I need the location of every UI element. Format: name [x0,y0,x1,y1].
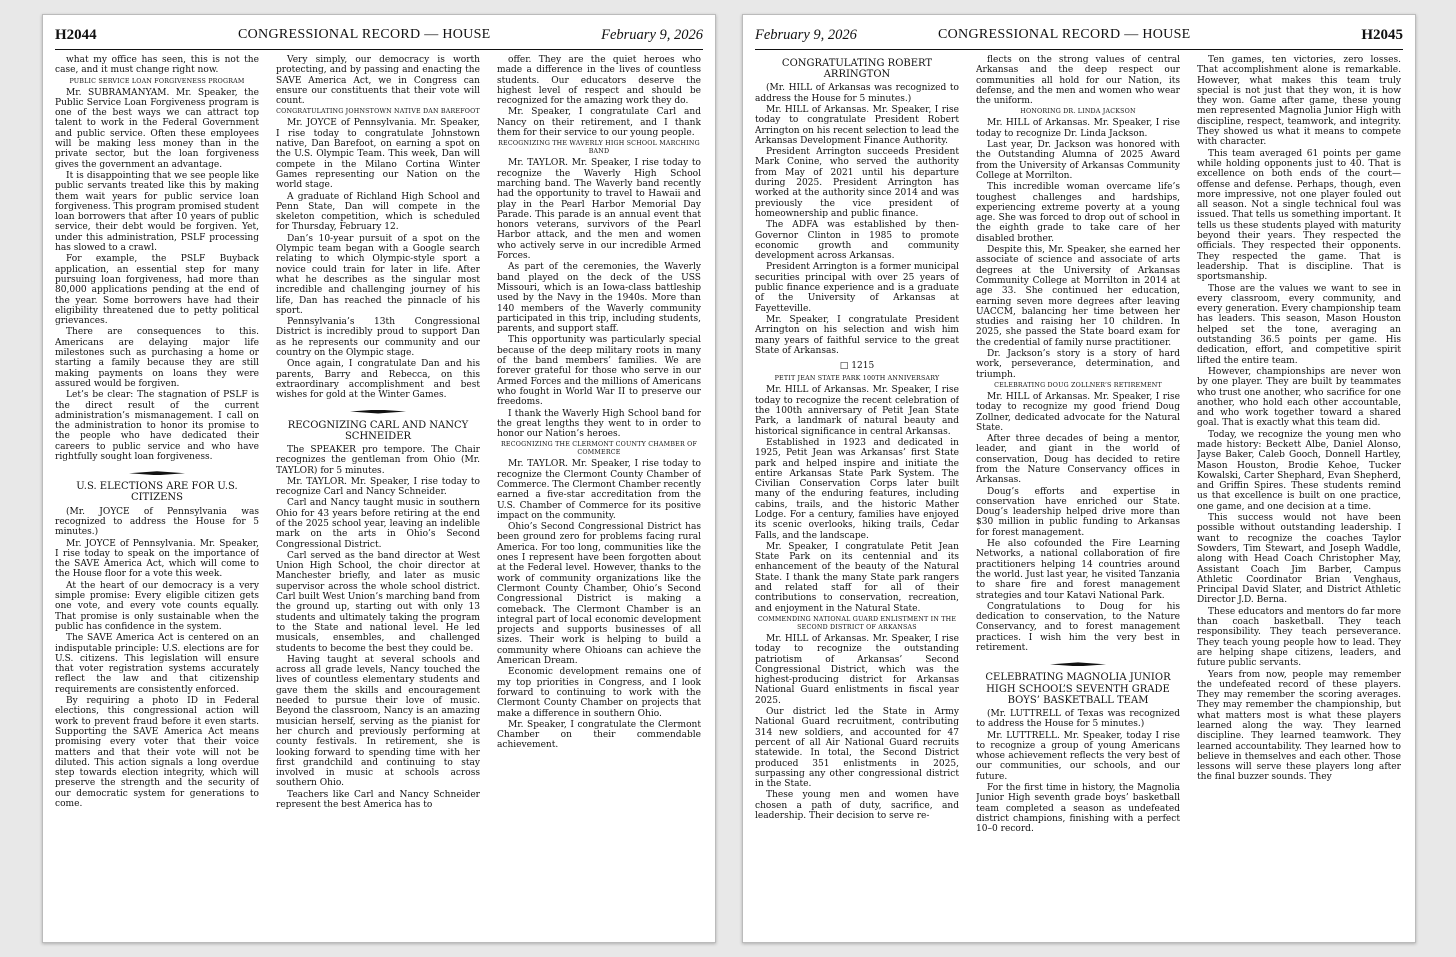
paragraph: For example, the PSLF Buyback application, an essential step for many pursuing loan forgiveness, had more than 80,000 applications pending at the end of the year. Some borrowers have had their eligibility threatened due to petty political grievances. [55,254,259,327]
paragraph: Despite this, Mr. Speaker, she earned her associate of science and associate of arts degrees at the University of Arkansas Community College at Morrilton in 2014 at age 33. She continued her education, earning seven more degrees after leaving UACCM, balancing her time between her studies and raising her 10 children. In 2025, she passed the State board exam for the credential of family nurse practitioner. [976,245,1180,348]
paragraph: Mr. Speaker, I congratulate Carl and Nancy on their retirement, and I thank them for their service to our young people. [497,107,701,139]
section-heading: RECOGNIZING THE WAVERLY HIGH SCHOOL MARCHING BAND [498,140,700,156]
speech-title: CONGRATULATING ROBERT ARRINGTON [781,58,933,81]
text-column-3 [497,55,701,937]
paragraph: This team averaged 61 points per game while holding opponents just to 40. That is excellence on both ends of the court—offense and defense. Perhaps, though, even more impressive, not one player fouled out all season. Not a single technical foul was issued. That tells us something important. It tells us these students played with maturity beyond their years. They respected the officials. They respected their opponents. They respected the game. That is leadership. That is discipline. That is sportsmanship. [1197,148,1401,283]
paragraph: After three decades of being a mentor, leader, and giant in the world of conservation, Doug has decided to retire from the Nature Conservancy offices in Arkansas. [976,434,1180,486]
speech-title: U.S. ELECTIONS ARE FOR U.S. CITIZENS [76,481,238,504]
paragraph: Dr. Jackson’s story is a story of hard work, perseverance, determination, and triumph. [976,349,1180,380]
paragraph: The SPEAKER pro tempore. The Chair recognizes the gentleman from Ohio (Mr. TAYLOR) for 5 minutes. [276,444,480,476]
section-heading: RECOGNIZING THE CLERMONT COUNTY CHAMBER OF COMMERCE [500,441,698,457]
paragraph: Economic development remains one of my top priorities in Congress, and I look forward to continuing to work with the Clermont County Chamber on projects that make a difference in southern Ohio. [497,667,701,719]
paragraph: Doug’s efforts and expertise in conservation have enriched our State. Doug’s leadership helped drive more than $30 million in public funding to Arkansas for forest management. [976,486,1180,538]
section-heading: PUBLIC SERVICE LOAN FORGIVENESS PROGRAM [69,77,245,85]
record-title: CONGRESSIONAL RECORD — HOUSE [938,27,1191,42]
paragraph: Years from now, people may remember the undefeated record of these players. They may remember the scoring averages. They may remember the championship, but what matters most is what these players learned along the way. They learned discipline. They learned teamwork. They learned accountability. They learned how to believe in themselves and each other. Those lessons will serve these players long after the final buzzer sounds. They [1197,669,1401,783]
paragraph: The SAVE America Act is centered on an indisputable principle: U.S. elections are for U.S. citizens. This legislation will ensure that voter registration systems accurately reflect the law and that citizenship requirements are consistently enforced. [55,633,259,695]
paragraph: Mr. TAYLOR. Mr. Speaker, I rise today to recognize the Waverly High School marching band. The Waverly band recently had the opportunity to travel to Hawaii and play in the Pearl Harbor Memorial Day Parade. This parade is an annual event that honors veterans, survivors of the Pearl Harbor attack, and the men and women who actively serve in our incredible Armed Forces. [497,158,701,262]
paragraph: President Arrington succeeds President Mark Conine, who served the authority from May of 2021 until his departure during 2025. President Arrington has worked at the authority since 2014 and was previously the vice president of homeownership and public finance. [755,147,959,219]
paragraph: A graduate of Richland High School and Penn State, Dan will compete in the skeleton competition, which is scheduled for Thursday, February 12. [276,191,480,233]
section-divider [350,410,406,414]
paragraph: Mr. HILL of Arkansas. Mr. Speaker, I rise today to recognize Dr. Linda Jackson. [976,118,1180,139]
paragraph: Mr. SUBRAMANYAM. Mr. Speaker, the Public Service Loan Forgiveness program is one of the best ways we can attract top talent to work in the Federal Government and public service. Often these employees will be making less money than in the private sector, but the loan forgiveness gives the government an advantage. [55,87,259,170]
paragraph: By requiring a photo ID in Federal elections, this congressional action will work to prevent fraud before it even starts. Supporting the SAVE America Act means promising every voter that their voice matters and that their vote will not be diluted. This action signals a long overdue step towards election integrity, which will preserve the strength and the security of our democratic system for generations to come. [55,696,259,809]
paragraph: Ten games, ten victories, zero losses. That accomplishment alone is remarkable. However, what makes this team truly special is not just that they won, it is how they won. Game after game, these young men represented Magnolia Junior High with discipline, respect, teamwork, and integrity. They showed us what it means to compete with character. [1197,55,1401,148]
paragraph: Mr. Speaker, I congratulate Petit Jean State Park on its centennial and its enhancement of the beauty of the Natural State. I thank the many State park rangers and related staff for all of their contributions to conservation, recreation, and enjoyment in the Natural State. [755,541,959,614]
paragraph: He also cofounded the Fire Learning Networks, a national collaboration of fire practitioners helping 14 countries around the world. Just last year, he visited Tanzania to share fire and forest management strategies and tour Katavi National Park. [976,539,1180,601]
paragraph: There are consequences to this. Americans are delaying major life milestones such as purchasing a home or starting a family because they are still making payments on loans they were assured would be forgiven. [55,327,259,389]
speech-title: RECOGNIZING CARL AND NANCY SCHNEIDER [287,419,469,442]
speech-title: CELEBRATING MAGNOLIA JUNIOR HIGH SCHOOL’S SEVENTH GRADE BOYS’ BASKETBALL TEAM [985,672,1171,706]
section-heading: PETIT JEAN STATE PARK 100TH ANNIVERSARY [774,375,940,383]
section-heading: CONGRATULATING JOHNSTOWN NATIVE DAN BAREFOOT [276,108,480,116]
paragraph: Very simply, our democracy is worth protecting, and by passing and enacting the SAVE America Act, we in Congress can ensure our constituents that their vote will count. [276,55,480,107]
paragraph: This opportunity was particularly special because of the deep military roots in many of the band members’ families. We are forever grateful for those who serve in our Armed Forces and the millions of Americans who fought in World War II to preserve our freedoms. [497,335,701,408]
paragraph: Today, we recognize the young men who made history: Beckett Albe, Daniel Alonso, Jayse Baker, Caleb Gooch, Donnell Hartley, Mason Houston, Brodie Kehoe, Tucker Kowalski, Carter Shephard, Evan Shepherd, and Griffin Spires. These students remind us that excellence is built on one practice, one game, and one decision at a time. [1197,429,1401,512]
paragraph: Mr. HILL of Arkansas. Mr. Speaker, I rise today to recognize the outstanding patriotism of Arkansas’ Second Congressional District, which was the highest-producing district for Arkansas National Guard enlistments in fiscal year 2025. [755,633,959,706]
paragraph: This incredible woman overcame life’s toughest challenges and hardships, experiencing extreme poverty at a young age. She was forced to drop out of school in the eighth grade to take care of her disabled brother. [976,182,1180,244]
paragraph: Congratulations to Doug for his dedication to conservation, to the Nature Conservancy, and to forest management practices. I wish him the very best in retirement. [976,601,1180,654]
paragraph: Established in 1923 and dedicated in 1925, Petit Jean was Arkansas’ first State park and helped inspire and initiate the entire Arkansas State Park System. The Civilian Conservation Corps later built many of the enduring features, including cabins, trails, and the historic Mather Lodge. For a century, families have enjoyed its scenic overlooks, hiking trails, Cedar Falls, and the landscape. [755,437,959,541]
paragraph: Mr. TAYLOR. Mr. Speaker, I rise today to recognize the Clermont County Chamber of Commerce. The Clermont Chamber recently earned a five-star accreditation from the U.S. Chamber of Commerce for its positive impact on the community. [497,459,701,521]
paragraph: (Mr. HILL of Arkansas was recognized to address the House for 5 minutes.) [755,83,959,104]
paragraph: Last year, Dr. Jackson was honored with the Outstanding Alumna of 2025 Award from the University of Arkansas Community College at Morrilton. [976,140,1180,181]
text-column-1 [755,55,959,937]
paragraph: Mr. LUTTRELL. Mr. Speaker, today I rise to recognize a group of young Americans whose achievement reflects the very best of our communities, our schools, and our future. [976,730,1180,782]
paragraph: However, championships are never won by one player. They are built by teammates who trust one another, who sacrifice for one another, who hold each other accountable, and who work together toward a shared goal. That is exactly what this team did. [1197,366,1401,429]
paragraph: Mr. JOYCE of Pennsylvania. Mr. Speaker, I rise today to congratulate Johnstown native, Dan Barefoot, on earning a spot on the U.S. Olympic Team. This week, Dan will compete in the Milano Cortina Winter Games representing our Nation on the world stage. [276,118,480,191]
paragraph: Carl served as the band director at West Union High School, the choir director at Manchester briefly, and later as music supervisor across the whole school district. Carl built West Union’s marching band from the ground up, starting out with only 13 students and ultimately taking the program to the State and national level. He led musicals, ensembles, and challenged students to become the best they could be. [276,550,480,654]
paragraph: As part of the ceremonies, the Waverly band played on the deck of the USS Missouri, which is an Iowa-class battleship used by the Navy in the 1940s. More than 140 members of the Waverly community participated in this trip, including students, parents, and support staff. [497,262,701,335]
paragraph: The ADFA was established by then-Governor Clinton in 1985 to promote economic growth and community development across Arkansas. [755,220,959,262]
record-date: February 9, 2026 [755,27,857,43]
paragraph: President Arrington is a former municipal securities principal with over 25 years of public finance experience and is a graduate of the University of Arkansas at Fayetteville. [755,262,959,314]
paragraph: I thank the Waverly High School band for the great lengths they went to in order to honor our Nation’s heroes. [497,408,701,440]
paragraph: Carl and Nancy taught music in southern Ohio for 43 years before retiring at the end of the 2025 school year, leaving an indelible mark on the arts in Ohio’s Second Congressional District. [276,498,480,550]
right-page [742,14,1416,943]
section-heading: COMMENDING NATIONAL GUARD ENLISTMENT IN THE SECOND DISTRICT OF ARKANSAS [757,615,957,631]
paragraph: Mr. JOYCE of Pennsylvania. Mr. Speaker, I rise today to speak on the importance of the SAVE America Act, which will come to the House floor for a vote this week. [55,538,259,580]
text-column-3 [1197,55,1401,937]
paragraph: Ohio’s Second Congressional District has been ground zero for problems facing rural America. For too long, communities like the ones I represent have been forgotten about at the Federal level. However, thanks to the work of community organizations like the Clermont County Chamber, Ohio’s Second Congressional District is making a comeback. The Clermont Chamber is an integral part of local economic development projects and supports businesses of all sizes. Their work is helping to build a community where Ohioans can achieve the American Dream. [497,522,701,667]
paragraph: For the first time in history, the Magnolia Junior High seventh grade boys’ basketball team completed a season as undefeated district champions, finishing with a perfect 10–0 record. [976,783,1180,835]
section-divider [1050,662,1106,666]
text-column-2 [976,55,1180,937]
left-page [42,14,716,943]
paragraph: Teachers like Carl and Nancy Schneider represent the best America has to [276,789,480,810]
paragraph: Pennsylvania’s 13th Congressional District is incredibly proud to support Dan as he represents our community and our country on the Olympic stage. [276,317,480,359]
paragraph: It is disappointing that we see people like public servants treated like this by making them wait years for public service loan forgiveness. This program promised student loan borrowers that after 10 years of public service, their debt would be forgiven. Yet, under this administration, PSLF processing has slowed to a crawl. [55,170,259,254]
page-header [55,25,703,50]
paragraph: Our district led the State in Army National Guard recruitment, contributing 314 new soldiers, and accounted for 47 percent of all Air National Guard recruits statewide. In total, the Second District produced 351 enlistments in 2025, surpassing any other congressional district in the State. [755,707,959,790]
paragraph: Mr. HILL of Arkansas. Mr. Speaker, I rise today to congratulate President Robert Arrington on his recent selection to lead the Arkansas Development Finance Authority. [755,105,959,146]
section-heading: CELEBRATING DOUG ZOLLNER’S RETIREMENT [994,381,1162,389]
paragraph: (Mr. LUTTRELL of Texas was recognized to address the House for 5 minutes.) [976,708,1180,730]
paragraph: These educators and mentors do far more than coach basketball. They teach responsibility. They teach perseverance. They teach young people how to lead. They are helping shape citizens, leaders, and future public servants. [1197,606,1401,669]
section-divider [129,471,185,475]
paragraph: Dan’s 10-year pursuit of a spot on the Olympic team began with a Google search relating to which Olympic-style sport a novice could train for later in life. After what he describes as the singular most incredible and challenging journey of his life, Dan has reached the pinnacle of his sport. [276,233,480,316]
paragraph: At the heart of our democracy is a very simple promise: Every eligible citizen gets one vote, and every vote counts equally. That promise is only sustainable when the public has confidence in the system. [55,580,259,632]
paragraph: This success would not have been possible without outstanding leadership. I want to recognize the coaches Taylor Sowders, Tim Stewart, and Joseph Waddle, along with Head Coach Christopher May, Assistant Coach Jim Barber, Campus Athletic Coordinator Brian Venghaus, Principal David Slater, and District Athletic Director J.D. Berna. [1197,513,1401,606]
paragraph: Mr. TAYLOR. Mr. Speaker, I rise today to recognize Carl and Nancy Schneider. [276,476,480,498]
record-date: February 9, 2026 [601,27,703,43]
paragraph: Mr. HILL of Arkansas. Mr. Speaker, I rise today to recognize the recent celebration of the 100th anniversary of Petit Jean State Park, a landmark of natural beauty and historical significance in central Arkansas. [755,385,959,437]
record-title: CONGRESSIONAL RECORD — HOUSE [238,27,491,42]
paragraph: Once again, I congratulate Dan and his parents, Barry and Rebecca, on this extraordinary accomplishment and best wishes for gold at the Winter Games. [276,359,480,401]
paragraph: Mr. Speaker, I congratulate the Clermont Chamber on their commendable achievement. [497,719,701,751]
paragraph: what my office has seen, this is not the case, and it must change right now. [55,55,259,76]
paragraph: Those are the values we want to see in every classroom, every community, and every generation. Every championship team has leaders. This season, Mason Houston helped set the tone, averaging an outstanding 36.5 points per game. His dedication, effort, and competitive spirit lifted the entire team. [1197,283,1401,366]
paragraph: flects on the strong values of central Arkansas and the deep respect our communities all hold for our Nation, its defense, and the men and women who wear the uniform. [976,55,1180,107]
text-column-1 [55,55,259,937]
page-header [755,25,1403,50]
paragraph: These young men and women have chosen a path of duty, sacrifice, and leadership. Their decision to serve re- [755,790,959,821]
text-column-2 [276,55,480,937]
section-heading: HONORING DR. LINDA JACKSON [1020,108,1136,116]
paragraph: Having taught at several schools and across all grade levels, Nancy touched the lives of countless elementary students and gave them the skills and encouragement needed to pursue their love of music. Beyond the classroom, Nancy is an amazing musician herself, serving as the pianist for her church and previously performing at county festivals. In retirement, she is looking forward to spending time with her first grandchild and continuing to stay involved in music at schools across southern Ohio. [276,654,480,789]
paragraph: offer. They are the quiet heroes who made a difference in the lives of countless students. Our educators deserve the highest level of respect and should be recognized for the amazing work they do. [497,55,701,107]
paragraph: (Mr. JOYCE of Pennsylvania was recognized to address the House for 5 minutes.) [55,506,259,538]
paragraph: Mr. HILL of Arkansas. Mr. Speaker, I rise today to recognize my good friend Doug Zollner, dedicated advocate for the Natural State. [976,391,1180,433]
time-stamp: □ 1215 [839,361,875,372]
page-number: H2044 [55,27,97,43]
page-number: H2045 [1361,27,1403,43]
paragraph: Let’s be clear: The stagnation of PSLF is the direct result of the current administration’s mismanagement. I call on the administration to honor its promise to the people who have dedicated their careers to public service and who have rightfully sought loan forgiveness. [55,390,259,462]
paragraph: Mr. Speaker, I congratulate President Arrington on his selection and wish him many years of faithful service to the great State of Arkansas. [755,314,959,356]
